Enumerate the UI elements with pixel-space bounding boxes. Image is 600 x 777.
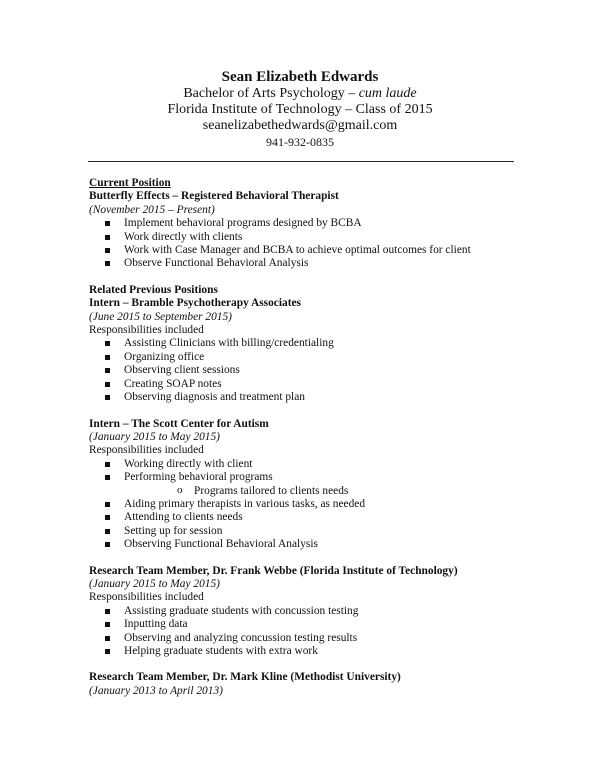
job-dates: (January 2015 to May 2015) <box>89 577 220 590</box>
previous-position-webbe <box>89 565 559 659</box>
section-heading-previous: Related Previous Positions <box>89 283 218 296</box>
list-item: Assisting Clinicians with billing/credentialing <box>89 337 559 350</box>
degree-text: Bachelor of Arts Psychology – <box>183 86 359 101</box>
list-item: Observing Functional Behavioral Analysis <box>89 538 559 551</box>
list-item: Work with Case Manager and BCBA to achieve optimal outcomes for client <box>89 244 559 257</box>
job-dates: (June 2015 to September 2015) <box>89 310 232 323</box>
list-item: Aiding primary therapists in various tasks, as needed <box>89 498 559 511</box>
sub-list <box>124 485 559 498</box>
resume-body <box>89 177 559 711</box>
duties-list <box>89 337 559 404</box>
list-item: Inputting data <box>89 618 559 631</box>
list-item: Attending to clients needs <box>89 511 559 524</box>
responsibilities-label: Responsibilities included <box>89 324 204 337</box>
list-item-text: Performing behavioral programs <box>124 471 273 484</box>
list-item: Observing diagnosis and treatment plan <box>89 391 559 404</box>
degree-honor: cum laude <box>358 86 417 101</box>
responsibilities-label: Responsibilities included <box>89 591 204 604</box>
job-title: Intern – Bramble Psychotherapy Associates <box>89 297 301 310</box>
duties-list <box>89 458 559 552</box>
candidate-name: Sean Elizabeth Edwards <box>221 69 379 85</box>
degree-line <box>0 86 600 102</box>
duties-list <box>89 217 559 271</box>
phone-line: 941-932-0835 <box>266 135 334 149</box>
job-title: Intern – The Scott Center for Autism <box>89 417 269 430</box>
previous-position-scott-center <box>89 418 559 552</box>
list-item: Organizing office <box>89 351 559 364</box>
job-title: Research Team Member, Dr. Mark Kline (Methodist University) <box>89 671 401 684</box>
list-item: Helping graduate students with extra work <box>89 645 559 658</box>
list-item: Working directly with client <box>89 458 559 471</box>
job-title: Research Team Member, Dr. Frank Webbe (Florida Institute of Technology) <box>89 564 458 577</box>
list-item: Observing and analyzing concussion testing results <box>89 632 559 645</box>
school-line: Florida Institute of Technology – Class of 2015 <box>167 102 433 117</box>
list-item <box>89 471 559 498</box>
section-heading-current: Current Position <box>89 177 171 189</box>
previous-position-kline <box>89 671 559 698</box>
current-position-section <box>89 177 559 271</box>
job-title: Butterfly Effects – Registered Behavioral Therapist <box>89 190 339 203</box>
sub-list-item: o Programs tailored to clients needs <box>124 485 559 498</box>
list-item: Observe Functional Behavioral Analysis <box>89 257 559 270</box>
list-item: Creating SOAP notes <box>89 378 559 391</box>
email-line: seanelizabethedwards@gmail.com <box>202 118 398 133</box>
list-item: Setting up for session <box>89 525 559 538</box>
responsibilities-label: Responsibilities included <box>89 444 204 457</box>
resume-header <box>0 68 600 150</box>
job-dates: (January 2013 to April 2013) <box>89 684 223 697</box>
list-item: Assisting graduate students with concussion testing <box>89 605 559 618</box>
duties-list <box>89 605 559 659</box>
previous-position-bramble <box>89 284 559 405</box>
list-item: Work directly with clients <box>89 231 559 244</box>
list-item: Observing client sessions <box>89 364 559 377</box>
job-dates: (January 2015 to May 2015) <box>89 430 220 443</box>
list-item: Implement behavioral programs designed by BCBA <box>89 217 559 230</box>
job-dates: (November 2015 – Present) <box>89 203 215 216</box>
header-divider <box>88 161 514 162</box>
